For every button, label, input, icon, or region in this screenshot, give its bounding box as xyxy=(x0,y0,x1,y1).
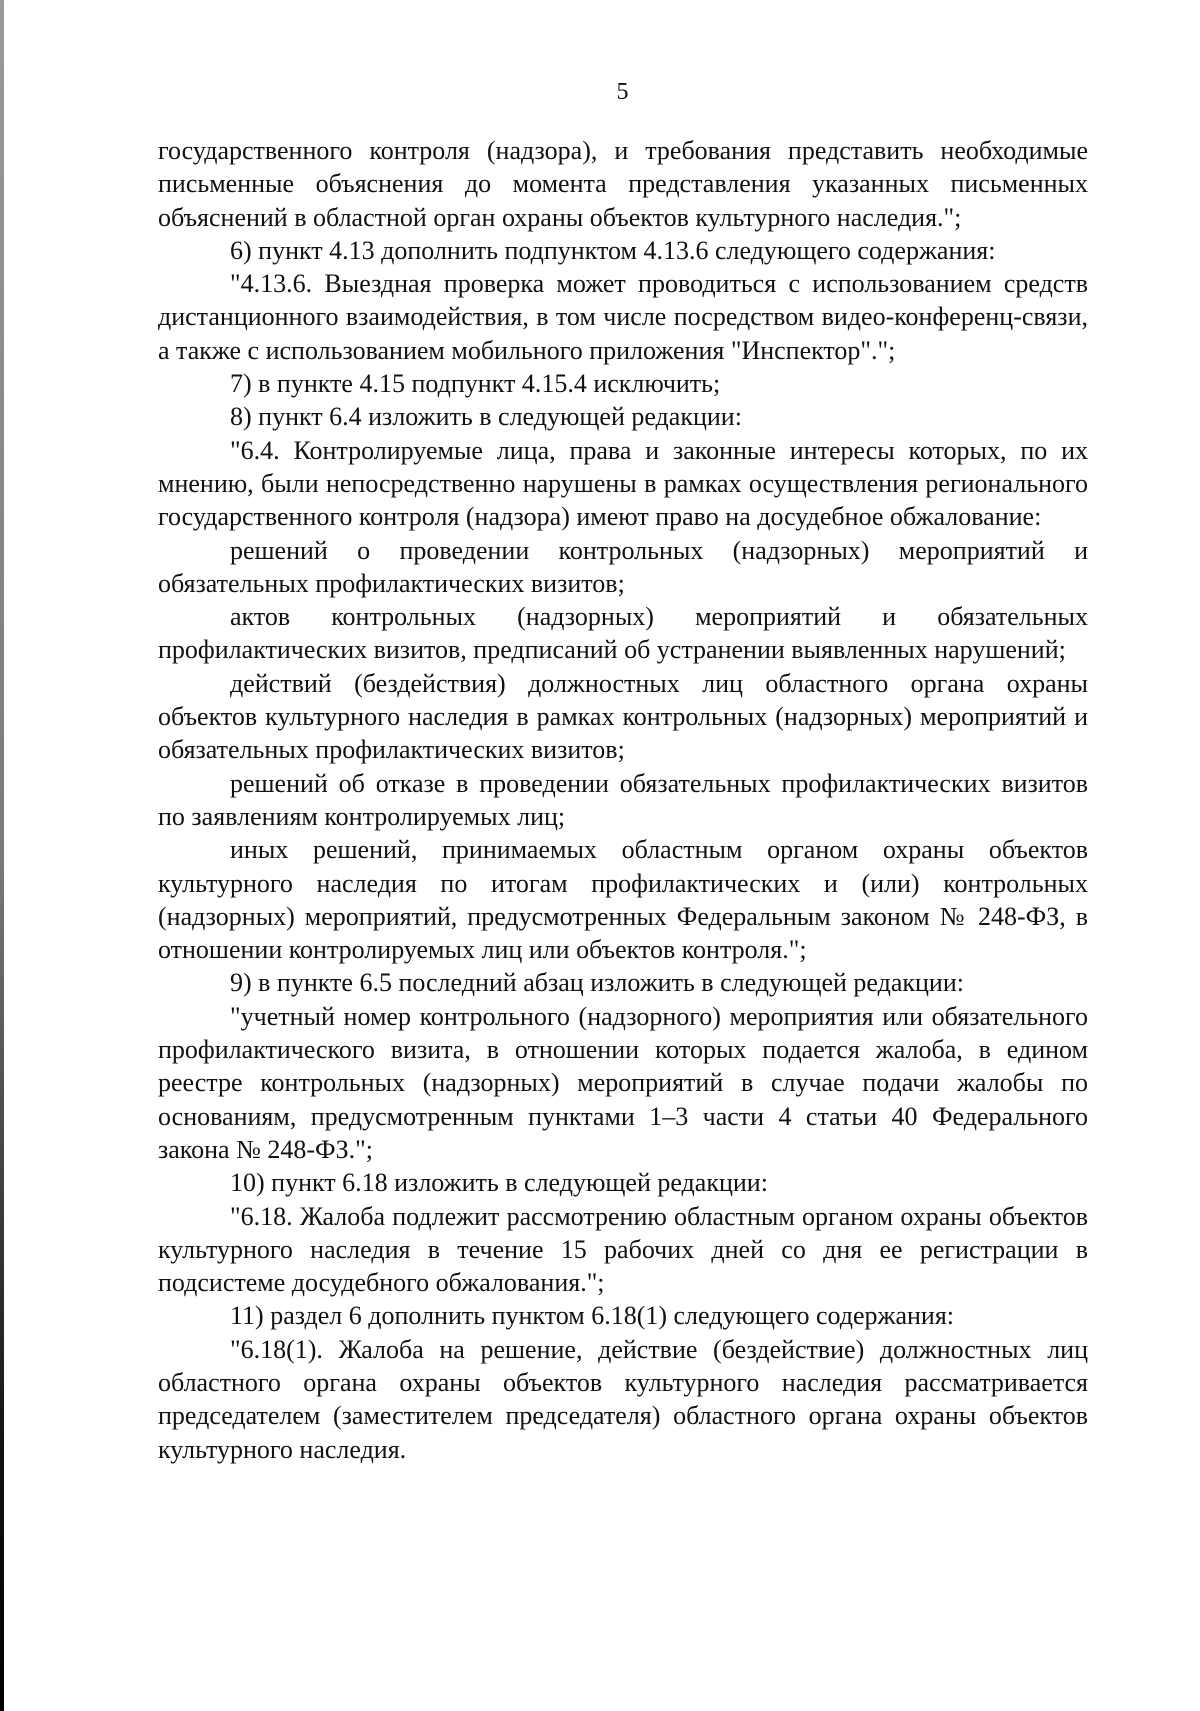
document-body xyxy=(158,134,1088,1466)
paragraph: государственного контроля (надзора), и требования представить необходимые письменные объяснения до момента представления указанных письменных объяснений в областной орган охраны объектов культурного наследия."; xyxy=(158,136,1088,232)
paragraph: 10) пункт 6.18 изложить в следующей редакции: xyxy=(230,1168,768,1198)
scan-edge xyxy=(0,0,4,1711)
paragraph: действий (бездействия) должностных лиц областного органа охраны объектов культурного наследия в рамках контрольных (надзорных) мероприятий и обязательных профилактических визитов; xyxy=(158,668,1088,765)
paragraph: решений о проведении контрольных (надзорных) мероприятий и обязательных профилактических визитов; xyxy=(158,535,1088,598)
paragraph: иных решений, принимаемых областным органом охраны объектов культурного наследия по итогам профилактических и (или) контрольных (надзорных) мероприятий, предусмотренных Федеральным законом № 248-ФЗ, в отношении контролируемых лиц или объектов контроля."; xyxy=(158,835,1088,965)
paragraph: "6.18. Жалоба подлежит рассмотрению областным органом охраны объектов культурного наследия в течение 15 рабочих дней со дня ее регистрации в подсистеме досудебного обжалования."; xyxy=(158,1201,1088,1298)
paragraph: "6.18(1). Жалоба на решение, действие (бездействие) должностных лиц областного органа охраны объектов культурного наследия рассматривается председателем (заместителем председателя) областного органа охраны объектов культурного наследия. xyxy=(158,1334,1088,1464)
paragraph: 7) в пункте 4.15 подпункт 4.15.4 исключить; xyxy=(230,369,721,399)
paragraph: 11) раздел 6 дополнить пунктом 6.18(1) следующего содержания: xyxy=(230,1301,955,1331)
paragraph: "6.4. Контролируемые лица, права и законные интересы которых, по их мнению, были непосредственно нарушены в рамках осуществления регионального государственного контроля (надзора) имеют право на досудебное обжалование: xyxy=(158,435,1088,532)
paragraph: актов контрольных (надзорных) мероприятий и обязательных профилактических визитов, предписаний об устранении выявленных нарушений; xyxy=(158,602,1088,665)
paragraph: 9) в пункте 6.5 последний абзац изложить в следующей редакции: xyxy=(230,968,964,998)
paragraph: "4.13.6. Выездная проверка может проводиться с использованием средств дистанционного взаимодействия, в том числе посредством видео-конференц-связи, а также с использованием мобильного приложения "Инспектор"."; xyxy=(158,269,1088,365)
page-number: 5 xyxy=(616,79,629,105)
paragraph: решений об отказе в проведении обязательных профилактических визитов по заявлениям контролируемых лиц; xyxy=(158,768,1088,831)
paragraph: 6) пункт 4.13 дополнить подпунктом 4.13.6 следующего содержания: xyxy=(230,235,996,265)
paragraph: "учетный номер контрольного (надзорного) мероприятия или обязательного профилактического визита, в отношении которых подается жалоба, в едином реестре контрольных (надзорных) мероприятий в случае подачи жалобы по основаниям, предусмотренным пунктами 1–3 части 4 статьи 40 Федерального закона № 248-ФЗ."; xyxy=(158,1001,1088,1164)
paragraph: 8) пункт 6.4 изложить в следующей редакции: xyxy=(230,402,742,432)
